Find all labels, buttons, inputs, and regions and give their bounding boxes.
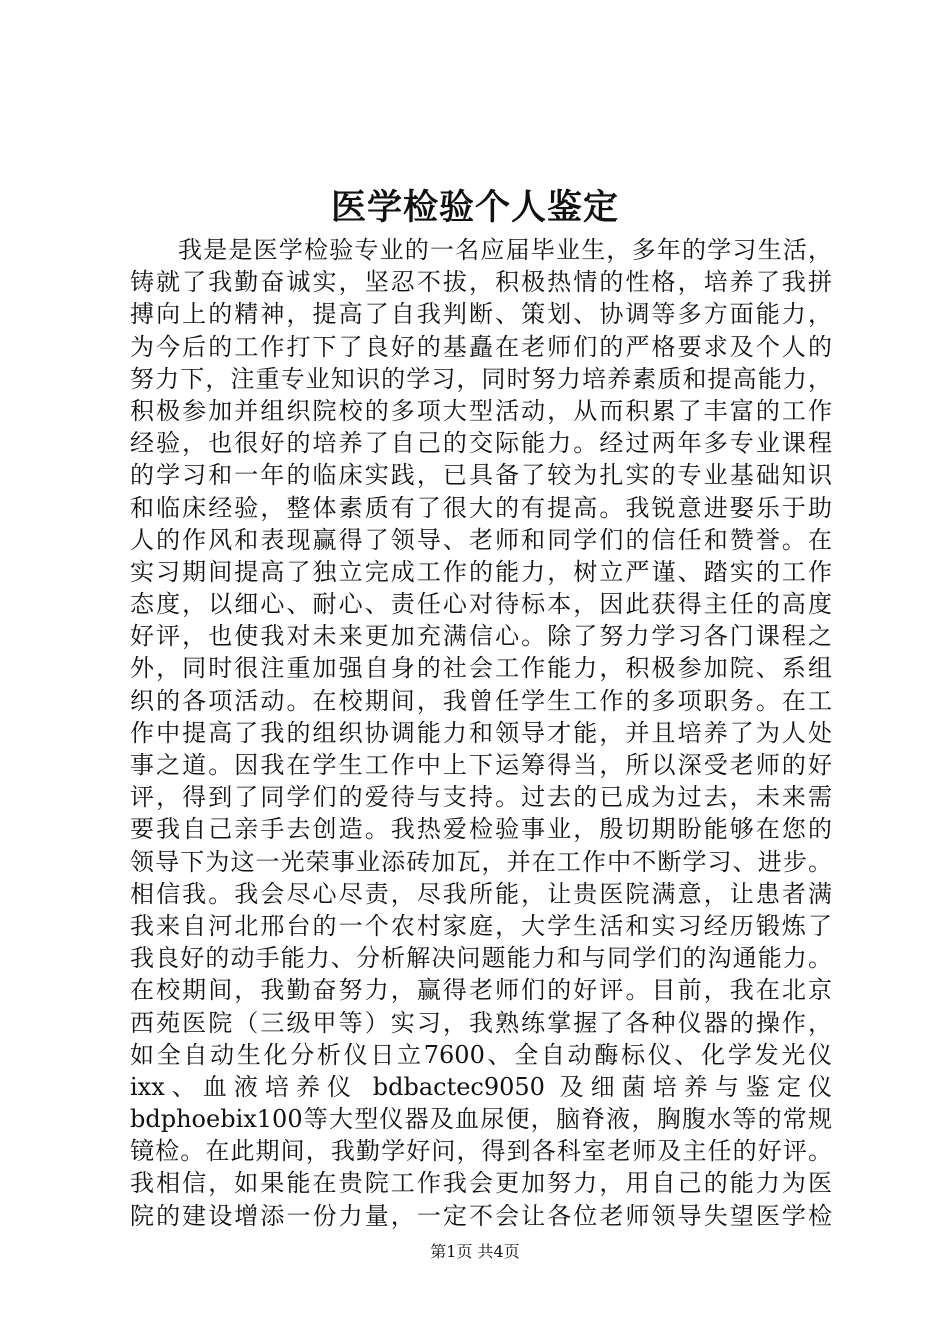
body-line: 我良好的动手能力、分析解决问题能力和与同学们的沟通能力。 [130,944,832,973]
body-line: 织的各项活动。在校期间，我曾任学生工作的多项职务。在工 [130,686,832,715]
document-body [130,234,832,1232]
body-line: 外，同时很注重加强自身的社会工作能力，积极参加院、系组 [130,654,832,683]
body-line: bdphoebix100等大型仪器及血尿便，脑脊液，胸腹水等的常规 [130,1105,832,1134]
body-line: 努力下，注重专业知识的学习，同时努力培养素质和提高能力， [130,364,832,393]
body-line: 经验，也很好的培养了自己的交际能力。经过两年多专业课程 [130,429,832,458]
body-line: ixx、血液培养仪 bdbactec9050 及细菌培养与鉴定仪 [130,1072,832,1101]
body-line: 我来自河北邢台的一个农村家庭，大学生活和实习经历锻炼了 [130,911,832,940]
body-line: 事之道。因我在学生工作中上下运筹得当，所以深受老师的好 [130,751,832,779]
body-line: 院的建设增添一份力量，一定不会让各位老师领导失望医学检 [130,1201,832,1230]
body-line: 镜检。在此期间，我勤学好问，得到各科室老师及主任的好评。 [130,1137,832,1166]
body-line: 评，得到了同学们的爱待与支持。过去的已成为过去，未来需 [130,783,832,812]
body-line: 搏向上的精神，提高了自我判断、策划、协调等多方面能力， [130,300,832,329]
body-line: 铸就了我勤奋诚实，坚忍不拔，积极热情的性格，培养了我拼 [130,268,832,297]
body-line: 相信我。我会尽心尽责，尽我所能，让贵医院满意，让患者满 [130,879,832,908]
body-line: 要我自己亲手去创造。我热爱检验事业，殷切期盼能够在您的 [130,815,832,844]
document-title: 医学检验个人鉴定 [330,187,619,228]
body-line: 好评，也使我对未来更加充满信心。除了努力学习各门课程之 [130,622,832,651]
body-line: 人的作风和表现赢得了领导、老师和同学们的信任和赞誉。在 [130,525,832,554]
body-line: 西苑医院（三级甲等）实习，我熟练掌握了各种仪器的操作， [130,1008,832,1037]
body-line: 和临床经验，整体素质有了很大的有提高。我锐意进娶乐于助 [130,493,832,522]
body-line: 作中提高了我的组织协调能力和领导才能，并且培养了为人处 [130,718,832,747]
body-line: 的学习和一年的临床实践，已具备了较为扎实的专业基础知识 [130,461,832,490]
body-line: 如全自动生化分析仪日立7600、全自动酶标仪、化学发光仪 [130,1040,832,1069]
body-line: 为今后的工作打下了良好的基矗在老师们的严格要求及个人的 [130,332,832,361]
body-line: 积极参加并组织院校的多项大型活动，从而积累了丰富的工作 [130,396,832,425]
page-footer: 第1页 共4页 [430,1242,520,1261]
body-line: 态度，以细心、耐心、责任心对待标本，因此获得主任的高度 [130,590,832,619]
body-line: 我相信，如果能在贵院工作我会更加努力，用自己的能力为医 [130,1169,832,1198]
body-line: 领导下为这一光荣事业添砖加瓦，并在工作中不断学习、进步。 [130,847,832,876]
body-line: 在校期间，我勤奋努力，赢得老师们的好评。目前，我在北京 [130,976,832,1005]
body-line: 我是是医学检验专业的一名应届毕业生，多年的学习生活， [178,236,832,264]
body-line: 实习期间提高了独立完成工作的能力，树立严谨、踏实的工作 [130,557,832,586]
